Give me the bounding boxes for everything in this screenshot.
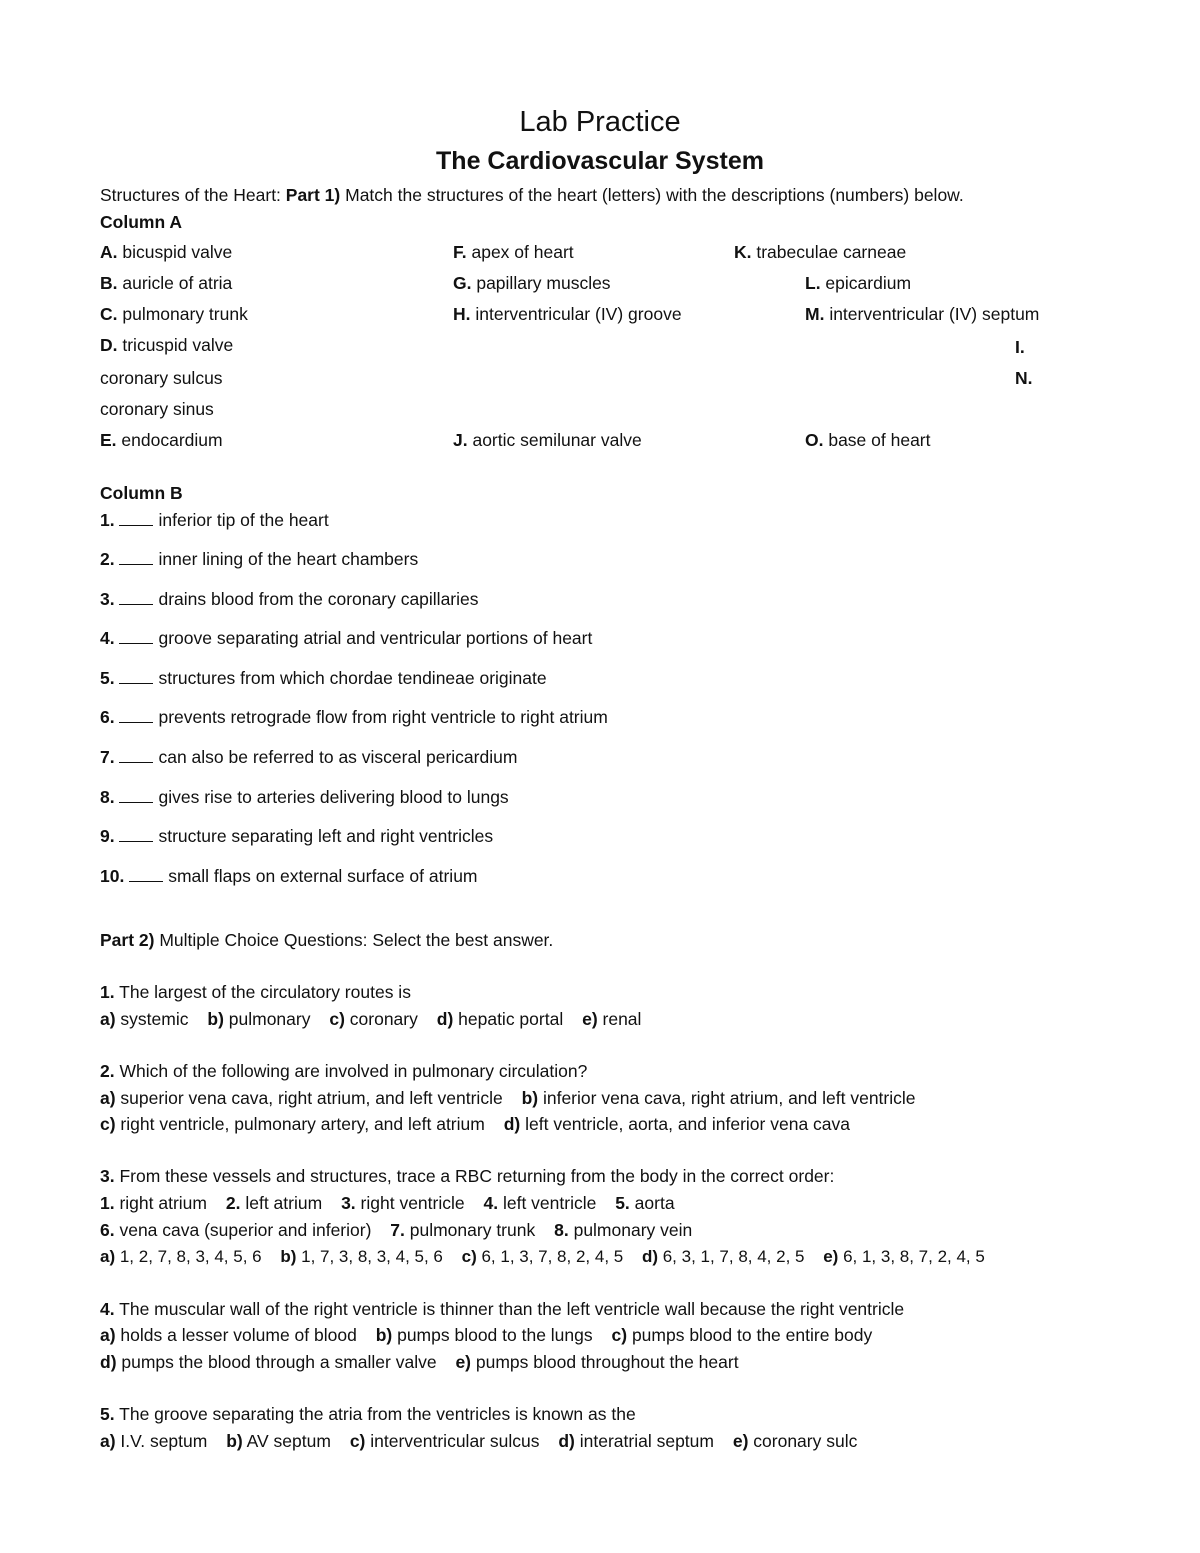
answer-option[interactable]: b) AV septum (226, 1431, 331, 1451)
answer-option[interactable]: d) pumps the blood through a smaller valve (100, 1352, 437, 1372)
part1-instructions: Structures of the Heart: Part 1) Match the structures of the heart (letters) with the descriptions (numbers) below. (100, 185, 964, 205)
answer-option[interactable]: d) left ventricle, aorta, and inferior vena cava (503, 1114, 851, 1134)
answer-blank[interactable] (119, 827, 153, 842)
answer-blank[interactable] (119, 629, 153, 644)
column-b-item: 9. structure separating left and right ventricles (100, 826, 494, 846)
answer-blank[interactable] (119, 788, 153, 803)
page-title: Lab Practice (519, 106, 681, 138)
answer-option[interactable]: b) inferior vena cava, right atrium, and left ventricle (521, 1088, 916, 1108)
question-5-options (100, 1430, 871, 1452)
question-1: 1. The largest of the circulatory routes is (100, 982, 411, 1002)
question-5: 5. The groove separating the atria from the ventricles is known as the (100, 1404, 636, 1424)
question-3: 3. From these vessels and structures, trace a RBC returning from the body in the correct order: (100, 1166, 835, 1186)
column-b-item: 10. small flaps on external surface of atrium (100, 866, 478, 886)
answer-option[interactable]: a) holds a lesser volume of blood (100, 1325, 357, 1345)
column-a-item: coronary sulcus (100, 368, 223, 388)
column-a-item: C. pulmonary trunk (100, 304, 248, 324)
part2-heading: Part 2) Multiple Choice Questions: Select the best answer. (100, 930, 554, 950)
column-a-item: L. epicardium (805, 273, 912, 293)
question-4: 4. The muscular wall of the right ventricle is thinner than the left ventricle wall because the right ventricle (100, 1299, 905, 1319)
answer-blank[interactable] (119, 669, 153, 684)
column-b-item: 7. can also be referred to as visceral pericardium (100, 747, 518, 767)
answer-option[interactable]: b) 1, 7, 3, 8, 3, 4, 5, 6 (280, 1247, 443, 1266)
answer-option[interactable]: c) interventricular sulcus (349, 1431, 540, 1451)
column-a-item: J. aortic semilunar valve (453, 430, 642, 450)
answer-blank[interactable] (119, 550, 153, 565)
question-2: 2. Which of the following are involved in pulmonary circulation? (100, 1061, 588, 1081)
answer-option[interactable]: e) renal (582, 1009, 642, 1029)
answer-option[interactable]: d) hepatic portal (436, 1009, 564, 1029)
answer-option[interactable]: a) systemic (100, 1009, 189, 1029)
column-b-item: 1. inferior tip of the heart (100, 510, 329, 530)
column-a-item: I. (1015, 337, 1025, 357)
column-a-item: F. apex of heart (453, 242, 574, 262)
column-a-item: E. endocardium (100, 430, 223, 450)
answer-blank[interactable] (129, 867, 163, 882)
column-a-item: H. interventricular (IV) groove (453, 304, 682, 324)
answer-option[interactable]: e) pumps blood throughout the heart (455, 1352, 739, 1372)
column-a-item: coronary sinus (100, 399, 214, 419)
answer-blank[interactable] (119, 590, 153, 605)
page-subtitle: The Cardiovascular System (436, 147, 764, 175)
answer-option[interactable]: b) pumps blood to the lungs (375, 1325, 593, 1345)
answer-option[interactable]: d) interatrial septum (558, 1431, 714, 1451)
answer-option[interactable]: c) pumps blood to the entire body (611, 1325, 873, 1345)
answer-option[interactable]: b) pulmonary (207, 1009, 311, 1029)
answer-blank[interactable] (119, 708, 153, 723)
column-b-item: 8. gives rise to arteries delivering blood to lungs (100, 787, 509, 807)
answer-blank[interactable] (119, 511, 153, 526)
column-a-item: B. auricle of atria (100, 273, 233, 293)
column-b-item: 5. structures from which chordae tendineae originate (100, 668, 547, 688)
question-3-items: 1. right atrium 2. left atrium 3. right ventricle 4. left ventricle 5. aorta (100, 1193, 675, 1213)
question-2-options (100, 1087, 930, 1109)
answer-option[interactable]: c) right ventricle, pulmonary artery, and left atrium (100, 1114, 485, 1134)
question-4-options (100, 1351, 753, 1373)
answer-option[interactable]: a) 1, 2, 7, 8, 3, 4, 5, 6 (100, 1247, 262, 1266)
question-4-options (100, 1324, 886, 1346)
column-b-item: 2. inner lining of the heart chambers (100, 549, 419, 569)
answer-option[interactable]: c) 6, 1, 3, 7, 8, 2, 4, 5 (461, 1247, 624, 1266)
answer-option[interactable]: a) superior vena cava, right atrium, and left ventricle (100, 1088, 503, 1108)
column-a-item: N. (1015, 368, 1033, 388)
answer-option[interactable]: a) I.V. septum (100, 1431, 208, 1451)
column-b-item: 4. groove separating atrial and ventricular portions of heart (100, 628, 593, 648)
answer-option[interactable]: e) 6, 1, 3, 8, 7, 2, 4, 5 (823, 1247, 985, 1266)
answer-option[interactable]: e) coronary sulc (732, 1431, 858, 1451)
column-a-item: K. trabeculae carneae (734, 242, 907, 262)
column-a-item: O. base of heart (805, 430, 931, 450)
question-2-options (100, 1113, 864, 1135)
question-1-options (100, 1008, 655, 1030)
column-a-item: D. tricuspid valve (100, 335, 234, 355)
column-a-heading: Column A (100, 212, 182, 232)
column-a-item: M. interventricular (IV) septum (805, 304, 1040, 324)
answer-option[interactable]: d) 6, 3, 1, 7, 8, 4, 2, 5 (641, 1247, 805, 1266)
question-3-items: 6. vena cava (superior and inferior) 7. pulmonary trunk 8. pulmonary vein (100, 1220, 693, 1240)
column-b-heading: Column B (100, 483, 183, 503)
column-a-item: G. papillary muscles (453, 273, 611, 293)
column-a-item: A. bicuspid valve (100, 242, 233, 262)
answer-option[interactable]: c) coronary (329, 1009, 418, 1029)
column-b-item: 6. prevents retrograde flow from right ventricle to right atrium (100, 707, 608, 727)
column-b-item: 3. drains blood from the coronary capillaries (100, 589, 479, 609)
answer-blank[interactable] (119, 748, 153, 763)
question-3-options (100, 1246, 999, 1268)
